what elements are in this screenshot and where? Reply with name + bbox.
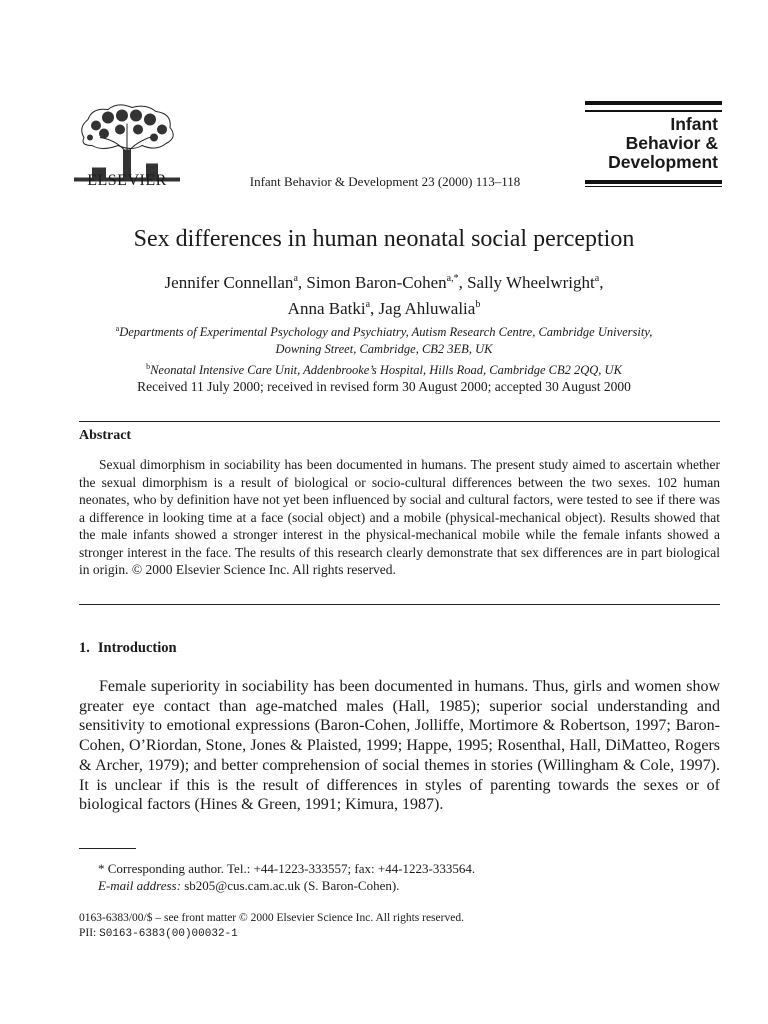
- affiliation-b: [60, 358, 708, 379]
- footnote: [98, 860, 718, 894]
- email-line: [98, 877, 718, 894]
- author-name: Jennifer Connellan: [164, 273, 294, 292]
- footnote-rule: [79, 848, 136, 849]
- abstract-heading: Abstract: [79, 428, 132, 443]
- section-heading: [79, 640, 177, 657]
- author-separator: ,: [370, 299, 379, 318]
- affiliation-text: Departments of Experimental Psychology and Psychiatry, Autism Research Centre, Cambridge University,: [119, 325, 653, 339]
- affiliation-marker: a: [115, 324, 120, 333]
- author-separator: ,: [297, 273, 307, 292]
- journal-citation: Infant Behavior & Development 23 (2000) 113–118: [249, 174, 521, 189]
- author-list: [60, 268, 708, 320]
- intro-paragraph: Female superiority in sociability has been documented in humans. Thus, girls and women show greater eye contact than age-matched males (Hall, 1985); superior social understanding and sensitivity to emotional expressions (Baron-Cohen, Jolliffe, Mortimore & Robertson, 1997; Baron-Cohen, O’Riordan, Stone, Jones & Plaisted, 1999; Happe, 1995; Rosenthal, Hall, DiMatteo, Rogers & Archer, 1979); and better comprehension of social themes in stories (Willingham & Cole, 1997). It is unclear if this is the result of differences in styles of parenting towards the sexes or of biological factors (Hines & Green, 1991; Kimura, 1987).: [79, 678, 720, 814]
- author-affiliation-marker: a: [293, 273, 298, 284]
- corresponding-star: *: [453, 273, 459, 284]
- email-label: E-mail address:: [98, 878, 181, 893]
- journal-brand: [585, 101, 722, 187]
- brand-line-3: Development: [608, 151, 718, 172]
- affiliations: [60, 320, 708, 379]
- author-line-1: [60, 268, 708, 294]
- abstract-rule-bottom: [79, 604, 720, 605]
- issn-line: 0163-6383/00/$ – see front matter © 2000 Elsevier Science Inc. All rights reserved.: [79, 912, 464, 924]
- author-separator: ,: [599, 273, 604, 292]
- email-address: sb205@cus.cam.ac.uk (S. Baron-Cohen).: [184, 878, 400, 893]
- affiliation-a-cont: Downing Street, Cambridge, CB2 3EB, UK: [275, 342, 493, 356]
- author-name: Sally Wheelwright: [467, 273, 595, 292]
- author-line-2: [60, 294, 708, 320]
- author-name: Anna Batki: [287, 299, 366, 318]
- author-separator: ,: [458, 273, 468, 292]
- author-name: Jag Ahluwalia: [378, 299, 476, 318]
- pii-value: S0163-6383(00)00032-1: [99, 927, 238, 940]
- affiliation-text: Neonatal Intensive Care Unit, Addenbrooke’s Hospital, Hills Road, Cambridge CB2 2QQ, UK: [150, 363, 622, 377]
- section-number: 1.: [79, 640, 90, 656]
- author-affiliation-marker: [447, 273, 459, 284]
- received-dates: Received 11 July 2000; received in revised form 30 August 2000; accepted 30 August 2000: [137, 379, 631, 394]
- pii-label: PII:: [79, 926, 97, 939]
- author-affiliation-marker: a: [365, 299, 371, 310]
- pii-line: [79, 926, 679, 942]
- brand-line-1: Infant: [670, 113, 718, 134]
- brand-line-2: Behavior &: [625, 132, 718, 153]
- corresponding-author-note: * Corresponding author. Tel.: +44-1223-333557; fax: +44-1223-333564.: [98, 861, 476, 876]
- abstract-text: Sexual dimorphism in sociability has been documented in humans. The present study aimed to ascertain whether the sexual dimorphism is a result of biological or socio-cultural differences between the two sexes. 102 human neonates, who by definition have not yet been influenced by social and cultural factors, were tested to see if there was a difference in looking time at a face (social object) and a mobile (physical-mechanical object). Results showed that the male infants showed a stronger interest in the physical-mechanical mobile while the female infants showed a stronger interest in the face. The results of this research clearly demonstrate that sex differences are in part biological in origin. © 2000 Elsevier Science Inc. All rights reserved.: [79, 457, 720, 577]
- affiliation-marker: b: [146, 362, 151, 371]
- brand-rule-bottom-thin: [585, 186, 722, 188]
- author-name: Simon Baron-Cohen: [306, 273, 447, 292]
- brand-rule-bottom: [585, 180, 722, 184]
- author-affiliation-marker: a: [594, 273, 600, 284]
- brand-rule-top-thin: [585, 110, 722, 112]
- brand-rule-top: [585, 101, 722, 105]
- publisher-name: ELSEVIER: [87, 172, 167, 189]
- affiliation-a: [60, 320, 708, 341]
- section-title: Introduction: [97, 640, 177, 656]
- affiliation-marker-text: a,: [446, 273, 454, 284]
- abstract-rule-top: [79, 421, 720, 422]
- author-affiliation-marker: b: [475, 299, 481, 310]
- article-title: Sex differences in human neonatal social perception: [133, 226, 635, 252]
- copyright-block: [79, 911, 679, 941]
